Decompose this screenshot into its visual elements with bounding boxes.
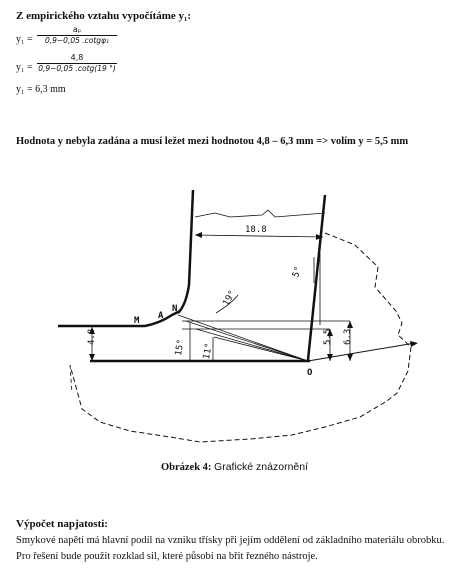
tool-rake-face-left	[189, 190, 193, 285]
dimension-18-8-break	[195, 210, 325, 217]
value-statement: Hodnota y nebyla zadána a musí ležet mezi hodnotou 4,8 – 6,3 mm => volím y = 5,5 mm	[16, 136, 409, 147]
label-angle-15: 15°	[173, 338, 187, 357]
empirical-heading: Z empirického vztahu vypočítáme y₁:	[16, 10, 192, 22]
equation-1-denominator: 0,9−0,05 .cotgφ₁	[44, 36, 110, 45]
dimension-18-8-line	[195, 235, 323, 237]
tool-nose	[178, 285, 189, 313]
figure-caption	[0, 461, 469, 473]
equation-2-fraction	[37, 53, 117, 74]
equation-2-lhs: y₁ =	[16, 62, 33, 73]
label-N: N	[172, 304, 178, 314]
label-angle-19: 19°	[221, 288, 239, 308]
label-A: A	[158, 311, 164, 321]
equation-2-numerator: 4,8	[70, 53, 84, 62]
figure-caption-text: Grafické znázornění	[214, 461, 309, 473]
equation-1-lhs: y₁ =	[16, 34, 33, 45]
label-dim-5-5: 5.5	[323, 328, 333, 345]
label-dim-18-8: 18.8	[245, 225, 267, 235]
label-M: M	[134, 316, 140, 326]
figure-caption-label: Obrázek 4:	[160, 462, 212, 473]
section-title: Výpočet napjatosti:	[16, 518, 108, 530]
body-paragraph: Smykové napětí má hlavní podíl na vzniku třísky při jejím oddělení od základního materiálu obrobku. Pro řešení bude použit rozklad sil, které působí na břit řezného nástroje.	[16, 535, 445, 562]
label-dim-4-8: 4.8	[87, 328, 97, 345]
cutting-diagram	[0, 165, 469, 455]
equation-2-denominator: 0,9−0,05 .cotg(19 °)	[38, 64, 116, 73]
equation-1-fraction	[37, 25, 117, 46]
equation-3-result: y₁ = 6,3 mm	[16, 84, 66, 95]
equation-1-numerator: aₚ	[72, 25, 82, 34]
label-angle-11: 11°	[202, 342, 215, 361]
label-dim-6-3: 6.3	[343, 328, 353, 345]
label-O: O	[307, 368, 313, 378]
label-angle-5: 5°	[291, 265, 305, 280]
